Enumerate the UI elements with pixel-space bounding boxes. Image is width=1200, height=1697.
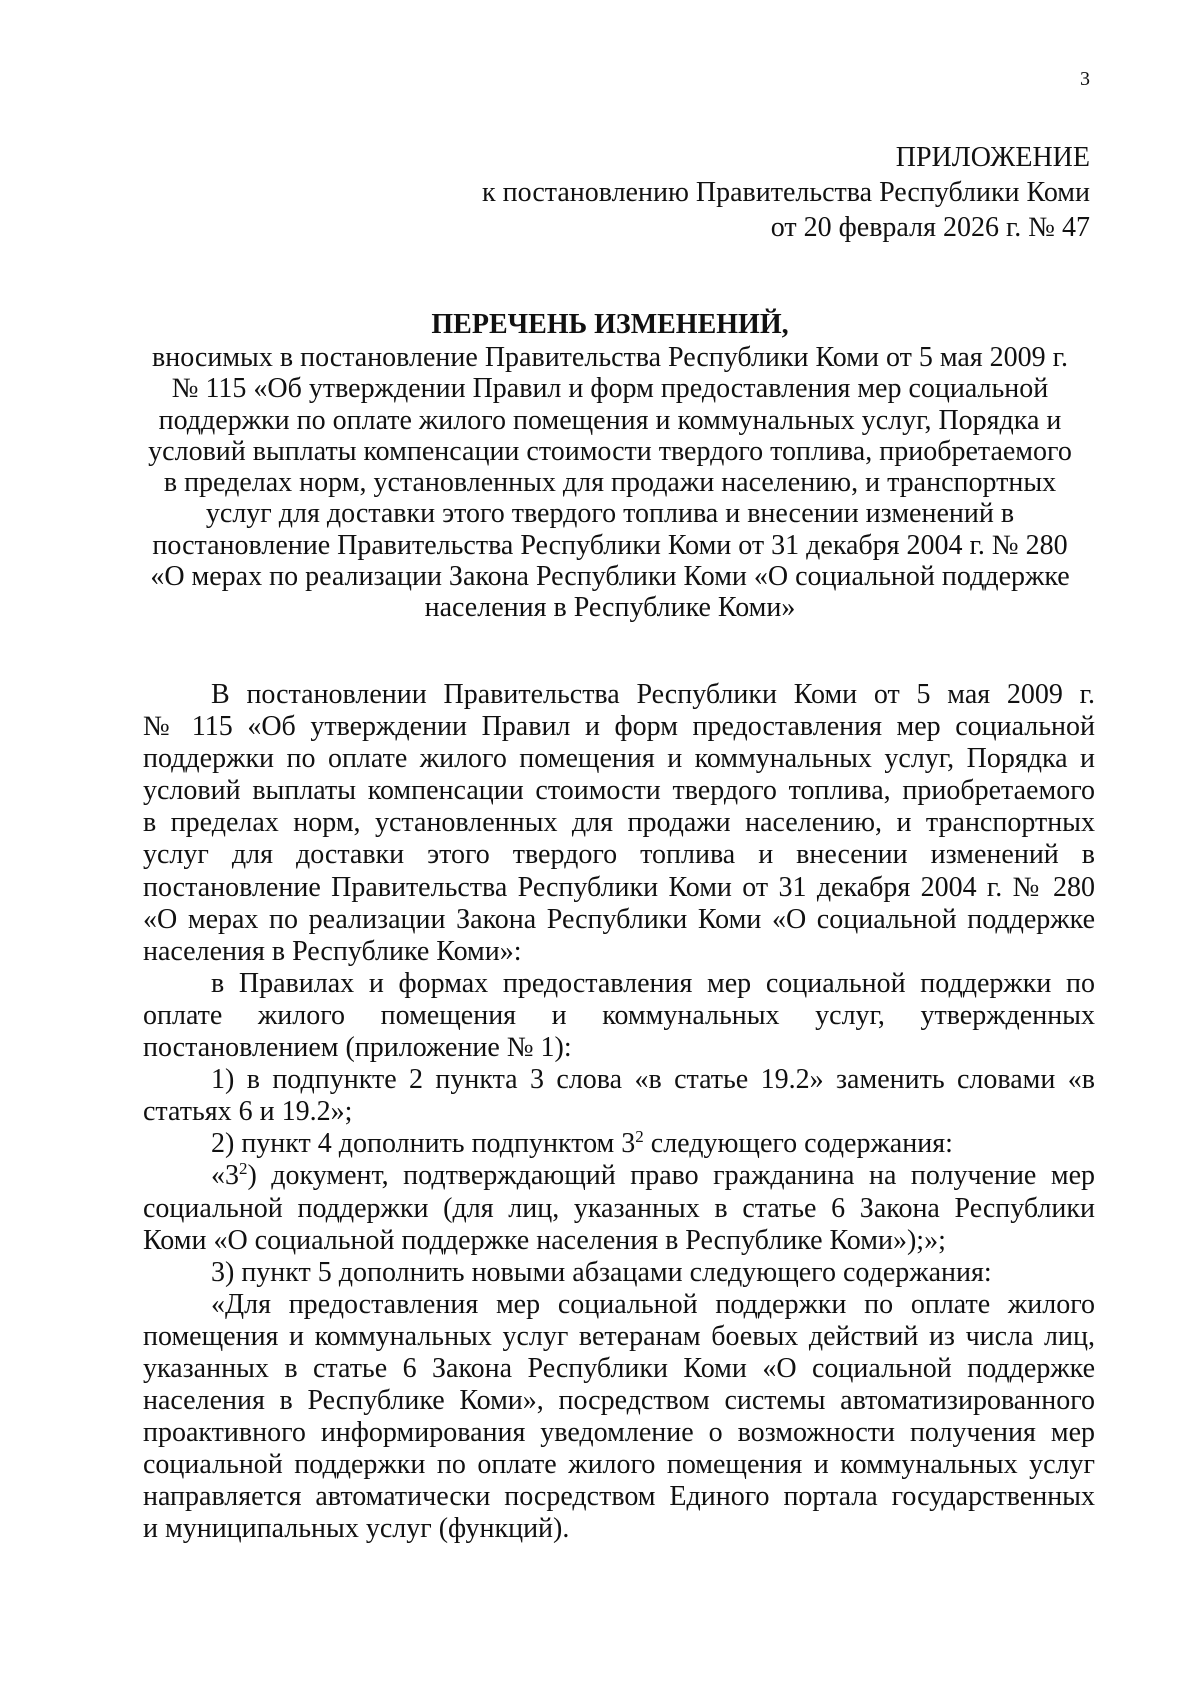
item-2-text-line: социальной поддержки (для лиц, указанных в статье 6 Закона Республики bbox=[143, 1192, 1095, 1224]
title-line: поддержки по оплате жилого помещения и коммунальных услуг, Порядка и bbox=[158, 404, 1062, 436]
document-body bbox=[143, 679, 1095, 1546]
item-2-text-prefix: «3 bbox=[211, 1160, 239, 1192]
item-2-prefix: 2) пункт 4 дополнить подпунктом 3 bbox=[211, 1128, 636, 1160]
body-line: «О мерах по реализации Закона Республики Коми «О социальной поддержке bbox=[143, 903, 1095, 935]
body-line: № 115 «Об утверждении Правил и форм предоставления мер социальной bbox=[143, 711, 1095, 743]
item-3-line: 3) пункт 5 дополнить новыми абзацами следующего содержания: bbox=[211, 1256, 992, 1288]
item-3-text-line: населения в Республике Коми», посредством системы автоматизированного bbox=[143, 1385, 1095, 1417]
item-3-text-line: проактивного информирования уведомление о возможности получения мер bbox=[143, 1417, 1095, 1449]
body-line: услуг для доставки этого твердого топлива и внесении изменений в bbox=[143, 839, 1095, 871]
title-line: «О мерах по реализации Закона Республики Коми «О социальной поддержке bbox=[150, 561, 1070, 593]
title-line: постановление Правительства Республики Коми от 31 декабря 2004 г. № 280 bbox=[152, 529, 1068, 561]
body-line: в Правилах и формах предоставления мер социальной поддержки по bbox=[211, 967, 1095, 999]
item-2-suffix: следующего содержания: bbox=[643, 1128, 953, 1160]
item-3-text-line: социальной поддержки по оплате жилого помещения и коммунальных услуг bbox=[143, 1449, 1095, 1481]
title-line: в пределах норм, установленных для продажи населению, и транспортных bbox=[163, 467, 1057, 499]
body-line: населения в Республике Коми»: bbox=[143, 935, 522, 967]
title-line: услуг для доставки этого твердого топлива и внесении изменений в bbox=[205, 498, 1015, 530]
title-line: вносимых в постановление Правительства Республики Коми от 5 мая 2009 г. bbox=[152, 342, 1068, 373]
body-line: постановлением (приложение № 1): bbox=[143, 1032, 572, 1064]
title-line: населения в Республике Коми» bbox=[424, 592, 796, 624]
body-line: условий выплаты компенсации стоимости твердого топлива, приобретаемого bbox=[143, 775, 1095, 807]
appendix-reference: к постановлению Правительства Республики Коми bbox=[482, 177, 1090, 208]
body-line: постановление Правительства Республики Коми от 31 декабря 2004 г. № 280 bbox=[143, 871, 1095, 903]
item-3-text-line: и муниципальных услуг (функций). bbox=[143, 1513, 570, 1545]
title-main: ПЕРЕЧЕНЬ ИЗМЕНЕНИЙ, bbox=[431, 309, 789, 340]
body-line: оплате жилого помещения и коммунальных услуг, утвержденных bbox=[143, 999, 1095, 1031]
item-2-text-line: Коми «О социальной поддержке населения в Республике Коми»);»; bbox=[143, 1224, 946, 1256]
appendix-heading: ПРИЛОЖЕНИЕ bbox=[895, 142, 1090, 173]
item-2-text-superscript: 2 bbox=[239, 1159, 248, 1179]
item-2-line bbox=[143, 1128, 1095, 1160]
body-line: в пределах норм, установленных для продажи населению, и транспортных bbox=[143, 807, 1095, 839]
body-line: В постановлении Правительства Республики Коми от 5 мая 2009 г. bbox=[211, 679, 1095, 710]
item-1-line: 1) в подпункте 2 пункта 3 слова «в статье 19.2» заменить словами «в bbox=[211, 1064, 1095, 1096]
title-line: условий выплаты компенсации стоимости твердого топлива, приобретаемого bbox=[148, 435, 1072, 467]
item-3-text-line: направляется автоматически посредством Единого портала государственных bbox=[143, 1481, 1095, 1513]
item-3-text-line: указанных в статье 6 Закона Республики Коми «О социальной поддержке bbox=[143, 1352, 1095, 1384]
item-2-text-rest: ) документ, подтверждающий право гражданина на получение мер bbox=[247, 1160, 1095, 1192]
item-3-text-line: «Для предоставления мер социальной поддержки по оплате жилого bbox=[211, 1288, 1095, 1320]
page-number: 3 bbox=[1080, 68, 1090, 90]
appendix-date-number: от 20 февраля 2026 г. № 47 bbox=[770, 212, 1090, 243]
document-title bbox=[125, 308, 1095, 624]
item-3-text-line: помещения и коммунальных услуг ветеранам боевых действий из числа лиц, bbox=[143, 1320, 1095, 1352]
appendix-header bbox=[390, 140, 1090, 245]
item-2-text-line bbox=[143, 1160, 1095, 1192]
title-line: № 115 «Об утверждении Правил и форм предоставления мер социальной bbox=[171, 373, 1049, 405]
item-1-line: статьях 6 и 19.2»; bbox=[143, 1096, 353, 1128]
item-2-superscript: 2 bbox=[635, 1127, 644, 1147]
body-line: поддержки по оплате жилого помещения и коммунальных услуг, Порядка и bbox=[143, 743, 1095, 775]
